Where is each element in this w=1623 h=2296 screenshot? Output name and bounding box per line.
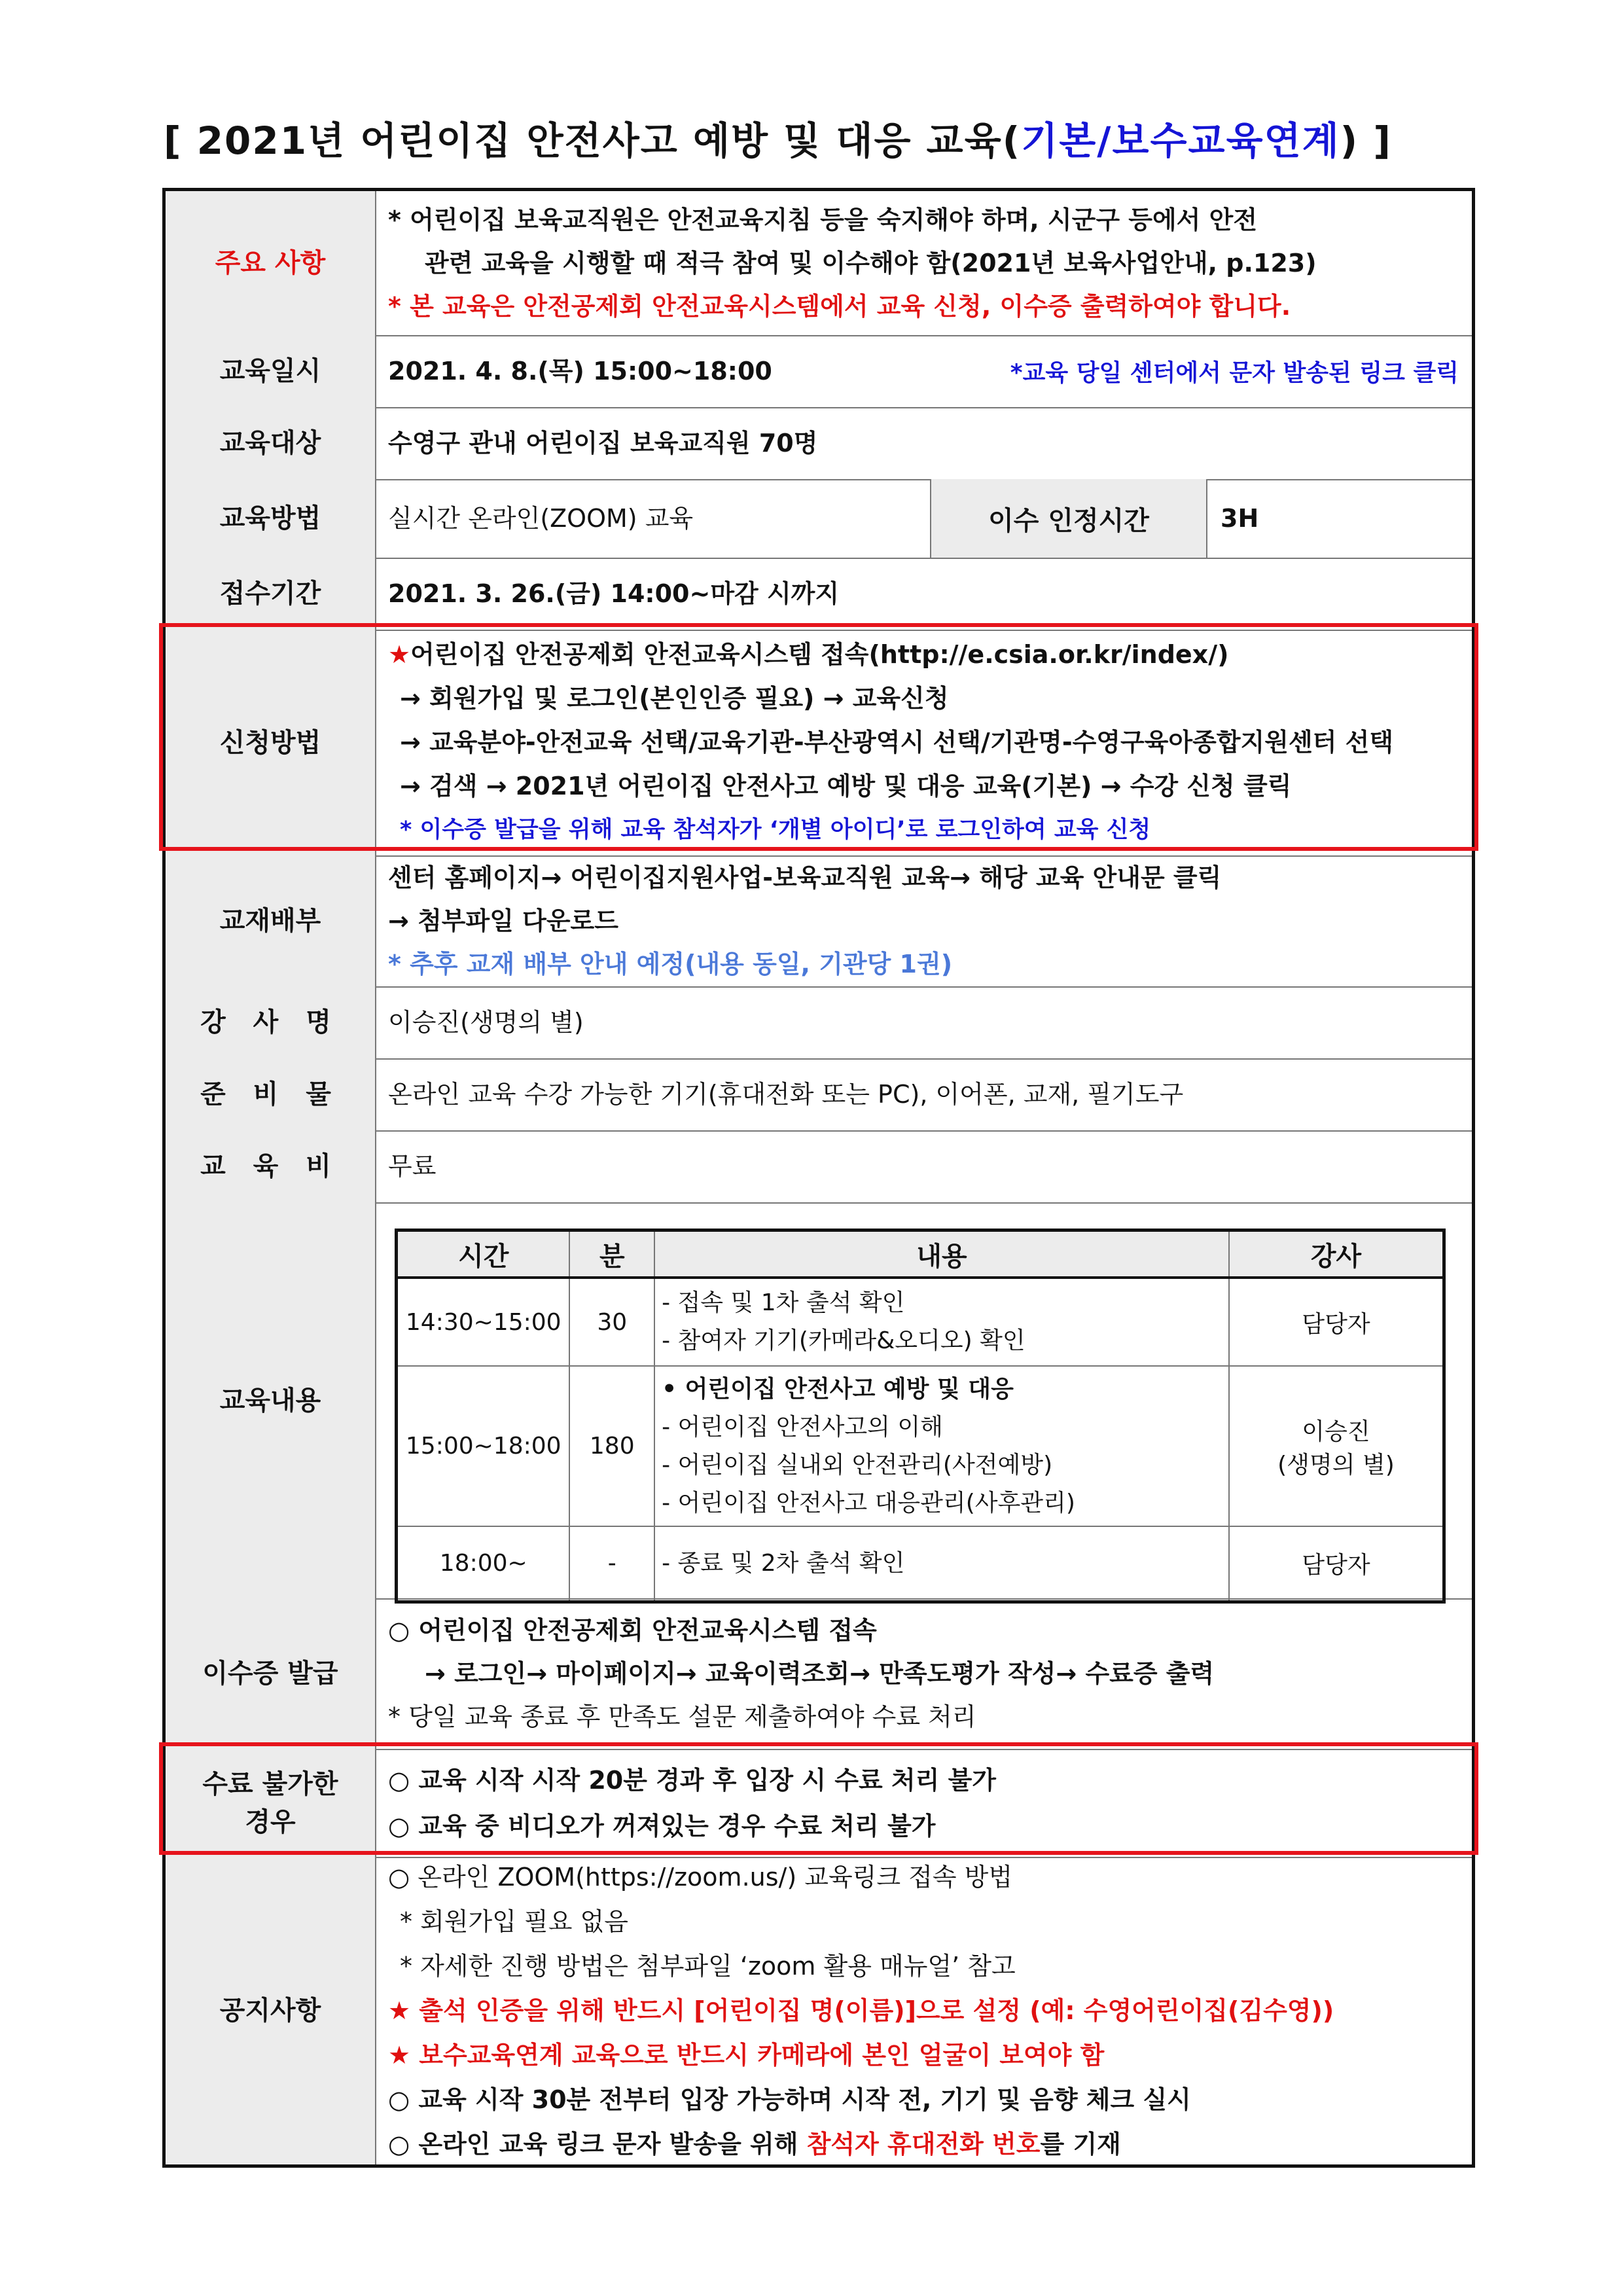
cell-lecturer — [1229, 1526, 1444, 1602]
label-main: 주요 사항 — [166, 191, 376, 335]
notice-line-7-post: 를 기재 — [1040, 2130, 1121, 2159]
apply-line-1 — [388, 633, 1459, 677]
date-note: *교육 당일 센터에서 문자 발송된 링크 클릭 — [1010, 359, 1459, 387]
lecturer-line: 담당자 — [1302, 1310, 1370, 1338]
star-icon: ★ — [388, 640, 411, 669]
period-value: 2021. 3. 26.(금) 14:00~마감 시까지 — [388, 579, 840, 608]
notice-line-5: ★ 보수교육연계 교육으로 반드시 카메라에 본인 얼굴이 보여야 함 — [388, 2041, 1105, 2070]
notice-content — [388, 1857, 1459, 2164]
notice-line-7-red: 참석자 휴대전화 번호 — [806, 2130, 1041, 2159]
cell-content — [654, 1366, 1229, 1526]
row-prep — [166, 1058, 1472, 1132]
cell-content — [654, 1278, 1229, 1366]
method-content — [388, 479, 916, 558]
notice-line-3: * 자세한 진행 방법은 첨부파일 ‘zoom 활용 매뉴얼’ 참고 — [400, 1952, 1016, 1981]
label-fail — [166, 1749, 376, 1857]
row-content — [166, 1202, 1472, 1600]
material-content — [388, 855, 1459, 986]
apply-note: * 이수증 발급을 위해 교육 참석자가 ‘개별 아이디’로 로그인하여 교육 신청 — [400, 817, 1151, 843]
table-row — [397, 1526, 1444, 1602]
lecturer-content — [388, 986, 1459, 1058]
notice-line-6: ○ 교육 시작 30분 전부터 입장 가능하며 시작 전, 기기 및 음향 체크 실시 — [388, 2085, 1191, 2114]
label-hours: 이수 인정시간 — [930, 479, 1207, 558]
cell-time: 14:30~15:00 — [397, 1278, 570, 1366]
prep-content — [388, 1058, 1459, 1130]
header-minutes: 분 — [569, 1230, 654, 1278]
content-item: - 어린이집 안전사고 대응관리(사후관리) — [662, 1489, 1075, 1516]
material-line-2: → 첨부파일 다운로드 — [388, 906, 618, 935]
target-value: 수영구 관내 어린이집 보육교직원 70명 — [388, 429, 818, 457]
label-fail-line-1: 수료 불가한 — [202, 1768, 338, 1799]
apply-line-2: → 회원가입 및 로그인(본인인증 필요) → 교육신청 — [400, 684, 949, 713]
certificate-line-1: ○ 어린이집 안전공제회 안전교육시스템 접속 — [388, 1616, 877, 1645]
notice-line-1: ○ 온라인 ZOOM(https://zoom.us/) 교육링크 접속 방법 — [388, 1863, 1013, 1892]
apply-line-3: → 교육분야-안전교육 선택/교육기관-부산광역시 선택/기관명-수영구육아종합지원센터 선택 — [400, 728, 1394, 757]
row-target — [166, 407, 1472, 480]
title-prefix: [ 2021년 어린이집 안전사고 예방 및 대응 교육( — [164, 118, 1022, 163]
cell-minutes: 30 — [569, 1278, 654, 1366]
cell-content — [654, 1526, 1229, 1602]
content-item: - 참여자 기기(카메라&오디오) 확인 — [662, 1327, 1026, 1354]
label-content: 교육내용 — [166, 1202, 376, 1598]
row-apply — [166, 630, 1472, 857]
label-period: 접수기간 — [166, 558, 376, 630]
cell-time: 18:00~ — [397, 1526, 570, 1602]
material-line-1: 센터 홈페이지→ 어린이집지원사업-보육교직원 교육→ 해당 교육 안내문 클릭 — [388, 863, 1222, 892]
fail-line-2: ○ 교육 중 비디오가 꺼져있는 경우 수료 처리 불가 — [388, 1811, 936, 1840]
cell-minutes: 180 — [569, 1366, 654, 1526]
fee-value: 무료 — [388, 1152, 437, 1181]
fail-content — [388, 1749, 1459, 1857]
notice-line-2: * 회원가입 필요 없음 — [400, 1907, 628, 1936]
row-main — [166, 191, 1472, 336]
label-target: 교육대상 — [166, 407, 376, 479]
date-value: 2021. 4. 8.(목) 15:00~18:00 — [388, 357, 772, 386]
lecturer-line: 이승진 — [1302, 1418, 1370, 1445]
label-method: 교육방법 — [166, 479, 376, 558]
method-value: 실시간 온라인(ZOOM) 교육 — [388, 504, 694, 533]
row-lecturer — [166, 986, 1472, 1060]
cell-lecturer — [1229, 1366, 1444, 1526]
label-prep: 준 비 물 — [166, 1058, 376, 1130]
notice-line-4: ★ 출석 인증을 위해 반드시 [어린이집 명(이름)]으로 설정 (예: 수영어린이집(김수영)) — [388, 1996, 1334, 2025]
content-item: - 어린이집 안전사고의 이해 — [662, 1413, 943, 1441]
certificate-line-3: * 당일 교육 종료 후 만족도 설문 제출하여야 수료 처리 — [388, 1702, 976, 1731]
header-lecturer: 강사 — [1229, 1230, 1444, 1278]
title-suffix: ) ] — [1340, 118, 1392, 163]
table-row — [397, 1278, 1444, 1366]
content-item: • 어린이집 안전사고 예방 및 대응 — [662, 1375, 1014, 1403]
title-highlight: 기본/보수교육연계 — [1021, 118, 1340, 163]
main-line-3: * 본 교육은 안전공제회 안전교육시스템에서 교육 신청, 이수증 출력하여야 합니다. — [388, 292, 1291, 321]
apply-content — [388, 630, 1459, 855]
row-method — [166, 479, 1472, 559]
content-item: - 접속 및 1차 출석 확인 — [662, 1289, 905, 1316]
notice-line-7-pre: ○ 온라인 교육 링크 문자 발송을 위해 — [388, 2130, 807, 2159]
row-date — [166, 335, 1472, 408]
cell-time: 15:00~18:00 — [397, 1366, 570, 1526]
label-fee: 교 육 비 — [166, 1130, 376, 1202]
main-line-2: 관련 교육을 시행할 때 적극 참여 및 이수해야 함(2021년 보육사업안내, p.123) — [425, 249, 1317, 278]
prep-value: 온라인 교육 수강 가능한 기기(휴대전화 또는 PC), 이어폰, 교재, 필기도구 — [388, 1080, 1184, 1109]
period-content — [388, 558, 1459, 630]
row-material — [166, 855, 1472, 988]
fail-line-1: ○ 교육 시작 시작 20분 경과 후 입장 시 수료 처리 불가 — [388, 1765, 997, 1795]
label-lecturer: 강 사 명 — [166, 986, 376, 1058]
row-fee — [166, 1130, 1472, 1204]
main-content — [388, 191, 1459, 335]
row-certificate — [166, 1598, 1472, 1750]
header-time: 시간 — [397, 1230, 570, 1278]
label-apply: 신청방법 — [166, 630, 376, 855]
content-item: - 어린이집 실내외 안전관리(사전예방) — [662, 1451, 1053, 1479]
table-row — [397, 1366, 1444, 1526]
certificate-content — [388, 1598, 1459, 1749]
cell-lecturer — [1229, 1278, 1444, 1366]
content-item: - 종료 및 2차 출석 확인 — [662, 1549, 905, 1577]
schedule-header-row — [397, 1230, 1444, 1278]
label-date: 교육일시 — [166, 335, 376, 407]
target-content — [388, 407, 1459, 479]
cell-minutes: - — [569, 1526, 654, 1602]
label-material: 교재배부 — [166, 855, 376, 986]
certificate-line-2: → 로그인→ 마이페이지→ 교육이력조회→ 만족도평가 작성→ 수료증 출력 — [425, 1659, 1215, 1688]
main-line-1: * 어린이집 보육교직원은 안전교육지침 등을 숙지해야 하며, 시군구 등에서 안전 — [388, 206, 1258, 234]
apply-line-4: → 검색 → 2021년 어린이집 안전사고 예방 및 대응 교육(기본) → 수강 신청 클릭 — [400, 772, 1292, 800]
label-certificate: 이수증 발급 — [166, 1598, 376, 1749]
page-title — [164, 110, 1472, 165]
material-note: * 추후 교재 배부 안내 예정(내용 동일, 기관당 1권) — [388, 950, 953, 978]
row-notice — [166, 1857, 1472, 2164]
row-fail — [166, 1749, 1472, 1858]
lecturer-line: 담당자 — [1302, 1552, 1370, 1579]
lecturer-value: 이승진(생명의 별) — [388, 1008, 584, 1037]
lecturer-line: (생명의 별) — [1277, 1451, 1395, 1479]
schedule-table — [395, 1229, 1446, 1604]
label-notice: 공지사항 — [166, 1857, 376, 2164]
info-table — [162, 188, 1475, 2168]
label-fail-line-2: 경우 — [245, 1806, 296, 1837]
header-content: 내용 — [654, 1230, 1229, 1278]
notice-line-7 — [388, 2122, 1459, 2166]
fee-content — [388, 1130, 1459, 1202]
row-period — [166, 558, 1472, 631]
apply-site-text: 어린이집 안전공제회 안전교육시스템 접속(http://e.csia.or.kr/index/) — [410, 640, 1229, 669]
hours-value: 3H — [1221, 504, 1259, 533]
